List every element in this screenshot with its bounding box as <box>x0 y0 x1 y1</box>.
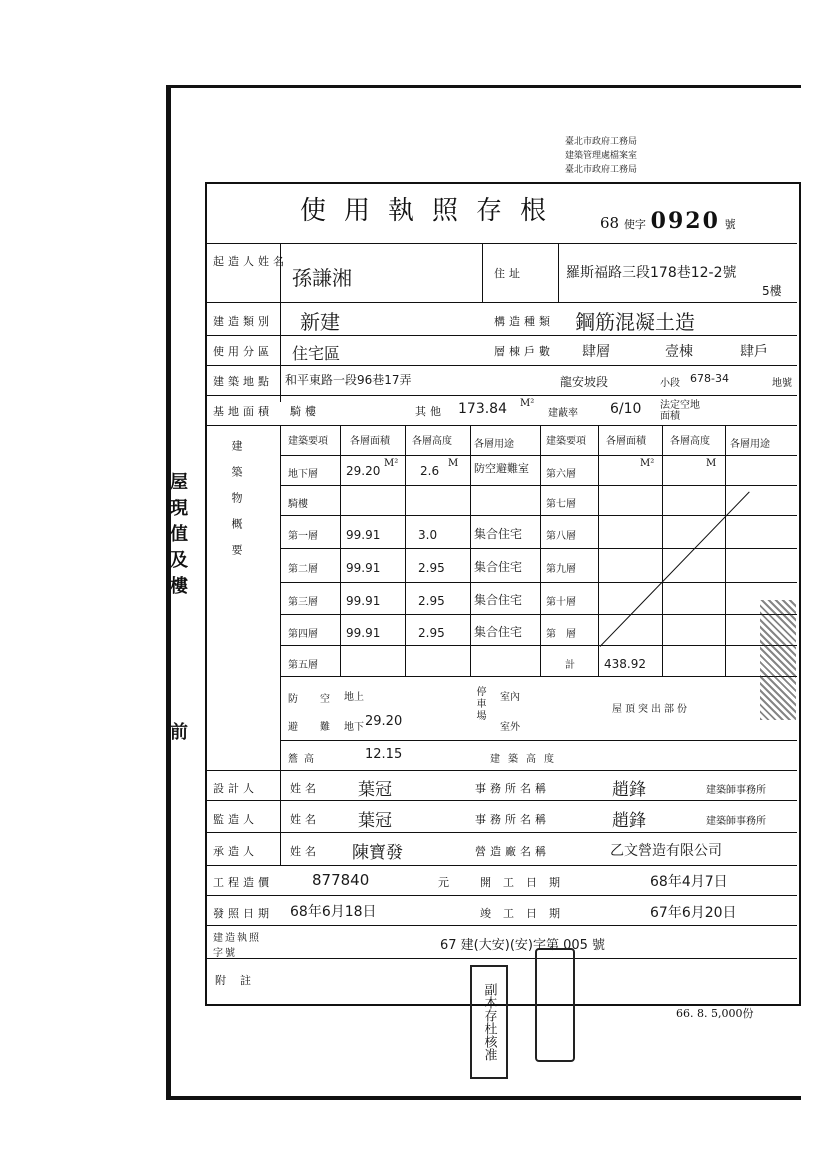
supervisor-office: 趙鋒 <box>612 811 646 831</box>
arcade-label: 騎樓 <box>290 405 320 418</box>
printing-note: 66. 8. 5,000份 <box>676 1007 754 1020</box>
shelter-label-2: 避 難 <box>288 722 336 733</box>
floor-height: 2.95 <box>418 626 445 640</box>
supervisor-label: 監造人 <box>213 813 258 826</box>
row-divider <box>205 925 797 926</box>
row-divider <box>280 676 797 677</box>
building-section-label: 建 築 物 概 要 <box>230 440 243 557</box>
shelter-above-label: 地上 <box>344 692 364 703</box>
row-divider <box>280 548 797 549</box>
shelter-label: 防 空 <box>288 694 336 705</box>
eave-height-value: 12.15 <box>365 747 403 762</box>
units-value: 肆戶 <box>740 344 768 360</box>
floor-name: 第二層 <box>288 564 318 575</box>
use-col-header: 各層用途 <box>474 439 514 450</box>
total-label: 計 <box>565 660 575 671</box>
official-seal: 副本存杜核准 <box>470 965 508 1079</box>
remarks-label: 附註 <box>215 974 265 987</box>
issue-date-label: 發照日期 <box>213 907 273 920</box>
floor-height: 2.95 <box>418 561 445 575</box>
eave-height-label: 簷高 <box>288 754 320 765</box>
parking-outdoor: 室外 <box>500 722 520 733</box>
floor-name-right: 第九層 <box>546 564 576 575</box>
row-divider <box>280 582 797 583</box>
floor-height: 2.6 <box>420 464 440 478</box>
row-divider <box>205 800 797 801</box>
cost-unit: 元 <box>438 876 453 889</box>
coverage-label: 建蔽率 <box>548 408 578 419</box>
supervisor-office-label: 事務所名稱 <box>475 813 550 826</box>
row-divider <box>280 740 797 741</box>
stories-label: 層棟戶數 <box>494 345 554 358</box>
floor-height: 3.0 <box>418 528 438 542</box>
designer-office-suffix: 建築師事務所 <box>706 785 766 796</box>
official-seal-2 <box>535 948 575 1062</box>
building-height-label: 建築高度 <box>490 754 562 765</box>
floor-name-right: 第六層 <box>546 469 576 480</box>
designer-office: 趙鋒 <box>612 780 646 800</box>
floor-name: 第一層 <box>288 531 318 542</box>
col-divider <box>280 770 281 865</box>
floor-name-right: 第 層 <box>546 629 576 640</box>
margin-note: 屋 現 值 及 樓 前 <box>170 472 188 743</box>
floor-area: 29.20 <box>346 464 381 478</box>
floor-area: 99.91 <box>346 561 381 575</box>
col-divider <box>470 425 471 676</box>
coverage-value: 6/10 <box>610 401 642 417</box>
floor-name-right: 第十層 <box>546 597 576 608</box>
contractor-company-label: 營造廠名稱 <box>475 845 550 858</box>
row-divider <box>280 455 797 456</box>
structure-label: 構造種類 <box>494 315 554 328</box>
use-col-header-right: 各層用途 <box>730 439 770 450</box>
contractor-label: 承造人 <box>213 845 258 858</box>
contractor-company: 乙文營造有限公司 <box>610 843 722 859</box>
structure-value: 鋼筋混凝土造 <box>575 310 695 334</box>
floor-use: 防空避難室 <box>474 462 529 475</box>
floor-use: 集合住宅 <box>474 625 523 639</box>
completion-date: 67年6月20日 <box>650 905 737 921</box>
floor-name: 騎樓 <box>288 499 308 510</box>
col-divider <box>598 425 599 676</box>
cost-label: 工程造價 <box>213 876 273 889</box>
contractor-name-label: 姓名 <box>290 845 320 858</box>
row-divider <box>205 958 797 959</box>
subsection-label: 小段 <box>660 378 680 389</box>
zone-label: 使用分區 <box>213 345 273 358</box>
height-col-header-right: 各層高度 <box>670 436 710 447</box>
row-divider <box>280 485 797 486</box>
area-unit: M² <box>520 398 535 409</box>
completion-date-label: 竣工日期 <box>480 907 572 920</box>
applicant-address: 羅斯福路三段178巷12-2號 <box>566 265 737 281</box>
row-divider <box>205 243 797 244</box>
floor-name-right: 第八層 <box>546 531 576 542</box>
col-divider <box>482 243 483 302</box>
row-divider <box>205 832 797 833</box>
applicant-label: 起造人姓名 <box>213 255 288 268</box>
page-title: 使用執照存根 <box>300 196 565 226</box>
col-divider <box>662 425 663 676</box>
designer-name: 葉冠 <box>358 780 392 800</box>
unit-mark: M² <box>384 458 399 469</box>
start-date: 68年4月7日 <box>650 874 728 890</box>
floor-note: 5樓 <box>762 284 782 298</box>
shelter-below-label: 地下 <box>344 722 364 733</box>
area-label: 基地面積 <box>213 405 273 418</box>
row-divider <box>205 365 797 366</box>
floor-use: 集合住宅 <box>474 593 523 607</box>
row-divider <box>205 770 797 771</box>
unit-mark: M² <box>640 458 655 469</box>
designer-name-label: 姓名 <box>290 782 320 795</box>
col-divider <box>280 425 281 770</box>
floor-use: 集合住宅 <box>474 527 523 541</box>
parking-indoor: 室內 <box>500 692 520 703</box>
row-divider <box>205 395 797 396</box>
buildings-value: 壹棟 <box>665 344 693 360</box>
floor-name-right: 第七層 <box>546 499 576 510</box>
row-divider <box>280 614 797 615</box>
total-area: 438.92 <box>604 657 646 671</box>
site-district: 龍安坡段 <box>560 375 609 389</box>
supervisor-name-label: 姓名 <box>290 813 320 826</box>
col-divider <box>558 243 559 302</box>
shelter-below-value: 29.20 <box>365 714 403 729</box>
row-divider <box>205 335 797 336</box>
supervisor-office-suffix: 建築師事務所 <box>706 816 766 827</box>
archive-stamp: 臺北市政府工務局 建築管理處檔案室 臺北市政府工務局 <box>565 137 638 175</box>
address-label: 住址 <box>494 267 524 280</box>
applicant-name: 孫謙湘 <box>292 266 352 290</box>
supervisor-name: 葉冠 <box>358 811 392 831</box>
floor-area: 99.91 <box>346 626 381 640</box>
floor-use: 集合住宅 <box>474 560 523 574</box>
floor-name: 第三層 <box>288 597 318 608</box>
building-type-label: 建造類別 <box>213 315 273 328</box>
designer-office-label: 事務所名稱 <box>475 782 550 795</box>
lot-number: 678-34 <box>690 372 729 385</box>
row-divider <box>205 302 797 303</box>
parking-label: 停車場 <box>474 686 485 722</box>
floors-col-header: 建築要項 <box>288 436 328 447</box>
permit-number: 67 建(大安)(安)字第 005 號 <box>440 938 606 953</box>
site-address: 和平東路一段96巷17弄 <box>285 373 412 387</box>
certificate-number: 68 使字 0920 號 <box>600 208 736 234</box>
floor-height: 2.95 <box>418 594 445 608</box>
row-divider <box>280 645 797 646</box>
row-divider <box>205 425 797 426</box>
start-date-label: 開工日期 <box>480 876 572 889</box>
area-col-header-right: 各層面積 <box>606 436 646 447</box>
floor-name: 地下層 <box>288 469 318 480</box>
stories-value: 肆層 <box>582 344 610 360</box>
site-label: 建築地點 <box>213 375 273 388</box>
row-divider <box>205 865 797 866</box>
col-divider <box>540 425 541 676</box>
floor-name: 第五層 <box>288 660 318 671</box>
unit-mark: M <box>706 458 717 469</box>
statutory-label: 法定空地面積 <box>660 400 700 422</box>
col-divider <box>725 425 726 676</box>
other-label: 其他 <box>415 405 445 418</box>
floors-col-header-right: 建築要項 <box>546 436 586 447</box>
other-area-value: 173.84 <box>458 401 507 417</box>
roof-label: 屋頂突出部份 <box>612 704 690 715</box>
designer-label: 設計人 <box>213 782 258 795</box>
cost-value: 877840 <box>312 871 370 889</box>
area-col-header: 各層面積 <box>350 436 390 447</box>
lot-label: 地號 <box>772 378 792 389</box>
contractor-name: 陳寶發 <box>352 843 403 863</box>
floor-area: 99.91 <box>346 528 381 542</box>
floor-name: 第四層 <box>288 629 318 640</box>
zone-value: 住宅區 <box>292 344 341 363</box>
col-divider <box>405 425 406 676</box>
col-divider <box>340 425 341 676</box>
unit-mark: M <box>448 458 459 469</box>
row-divider <box>280 515 797 516</box>
floor-area: 99.91 <box>346 594 381 608</box>
issue-date: 68年6月18日 <box>290 904 377 920</box>
building-type-value: 新建 <box>300 310 340 334</box>
permit-label: 建造執照字號 <box>213 933 261 959</box>
stain-mark <box>760 600 796 720</box>
row-divider <box>205 895 797 896</box>
height-col-header: 各層高度 <box>412 436 452 447</box>
